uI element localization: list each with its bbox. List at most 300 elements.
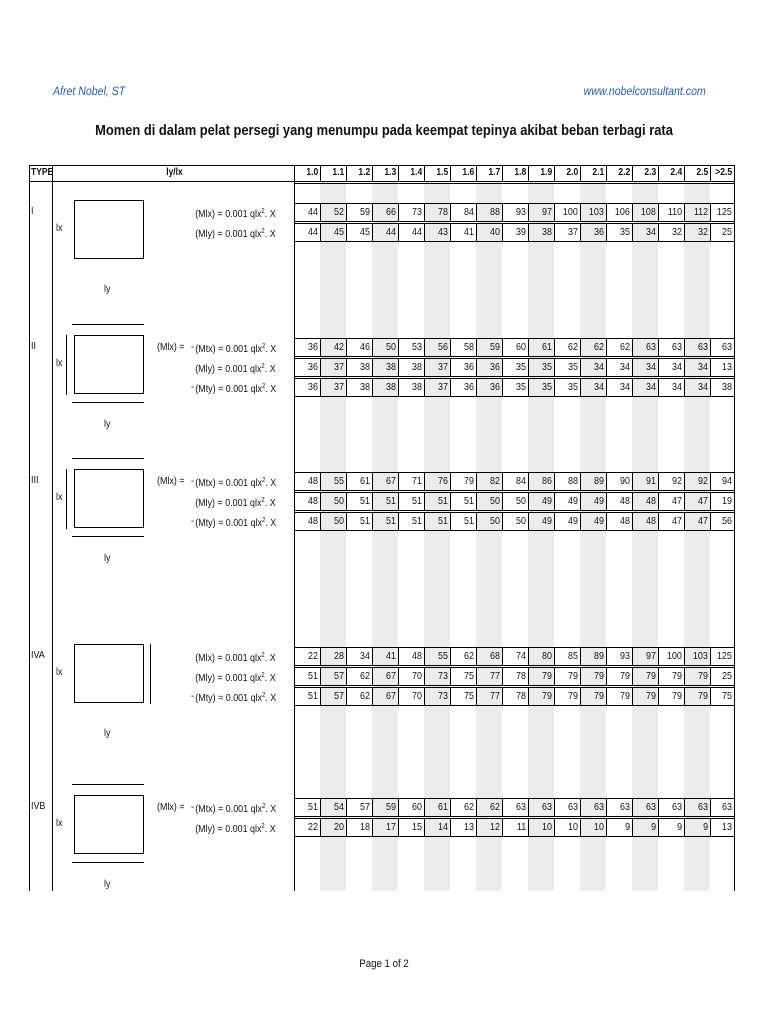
moment-coefficient <box>710 512 734 530</box>
moment-coefficient-text: 50 <box>490 515 501 527</box>
ratio-column-header <box>294 165 320 181</box>
moment-coefficient <box>632 223 658 241</box>
moment-coefficient-text: 48 <box>646 495 657 507</box>
moment-coefficient <box>476 358 502 376</box>
moment-coefficient-text: 63 <box>646 801 657 813</box>
moment-coefficient-text: 63 <box>672 801 683 813</box>
moment-coefficient-text: 35 <box>542 361 553 373</box>
moment-sign-text: - <box>191 801 194 813</box>
moment-coefficient <box>346 512 372 530</box>
moment-coefficient-text: 49 <box>568 495 579 507</box>
website-link[interactable]: www.nobelconsultant.com <box>583 84 706 98</box>
moment-coefficient <box>450 492 476 510</box>
moment-coefficient <box>450 338 476 356</box>
moment-coefficient-text: 48 <box>308 495 319 507</box>
moment-coefficient-text: 103 <box>693 650 709 662</box>
moment-coefficient <box>684 667 710 685</box>
moment-coefficient <box>372 378 398 396</box>
moment-formula-text <box>196 667 276 687</box>
moment-coefficient-text: 79 <box>594 670 605 682</box>
clamped-edge-bottom <box>72 536 144 537</box>
moment-coefficient <box>632 798 658 816</box>
moment-coefficient-text: 79 <box>646 670 657 682</box>
moment-sign-text: - <box>191 341 194 353</box>
moment-coefficient-text: 62 <box>490 801 501 813</box>
moment-coefficient-text: 36 <box>490 361 501 373</box>
moment-coefficient-text: 106 <box>615 206 631 218</box>
row-bottom-border <box>294 241 735 242</box>
moment-coefficient <box>658 667 684 685</box>
moment-coefficient-text: 14 <box>438 821 449 833</box>
moment-coefficient <box>606 512 632 530</box>
moment-coefficient <box>606 338 632 356</box>
moment-coefficient-text: 57 <box>334 670 345 682</box>
moment-coefficient-text: 84 <box>464 206 475 218</box>
moment-coefficient <box>450 798 476 816</box>
moment-coefficient <box>502 647 528 665</box>
formula-exponent: 2 <box>261 208 266 215</box>
moment-coefficient-text: 84 <box>516 475 527 487</box>
moment-coefficient <box>372 472 398 490</box>
moment-coefficient-text: 22 <box>308 821 319 833</box>
ratio-column-header <box>710 165 734 181</box>
moment-coefficient-text: 37 <box>438 361 449 373</box>
moment-coefficient-text: 10 <box>594 821 605 833</box>
moment-coefficient <box>476 338 502 356</box>
moment-coefficient-text: 50 <box>386 341 397 353</box>
moment-coefficient-text: 12 <box>490 821 501 833</box>
moment-formula <box>150 472 276 492</box>
moment-coefficient <box>424 492 450 510</box>
moment-coefficient <box>398 472 424 490</box>
moment-coefficient-text: 43 <box>438 226 449 238</box>
moment-coefficient <box>502 223 528 241</box>
moment-formula <box>150 203 276 223</box>
column-shade <box>424 181 450 891</box>
type-label-text: IVB <box>31 800 46 812</box>
moment-coefficient <box>710 472 734 490</box>
moment-coefficient <box>632 492 658 510</box>
moment-coefficient-text: 62 <box>620 341 631 353</box>
moment-coefficient-text: 66 <box>386 206 397 218</box>
moment-coefficient-text: 48 <box>308 515 319 527</box>
moment-coefficient-text: 9 <box>677 821 683 833</box>
moment-coefficient <box>710 378 734 396</box>
moment-coefficient <box>476 667 502 685</box>
moment-coefficient <box>372 338 398 356</box>
moment-formula <box>150 492 276 512</box>
moment-coefficient-text: 79 <box>698 690 709 702</box>
moment-coefficient-text: 63 <box>698 801 709 813</box>
moment-coefficient <box>346 818 372 836</box>
moment-coefficient-text: 44 <box>412 226 423 238</box>
moment-coefficient <box>684 687 710 705</box>
column-shade <box>632 181 658 891</box>
clamped-edge-top <box>72 324 144 325</box>
moment-coefficient <box>658 492 684 510</box>
moment-coefficient-text: 35 <box>568 361 579 373</box>
moment-coefficient <box>346 338 372 356</box>
moment-coefficient <box>450 358 476 376</box>
moment-coefficient <box>710 818 734 836</box>
moment-coefficient <box>580 378 606 396</box>
moment-coefficient-text: 48 <box>646 515 657 527</box>
moment-coefficient <box>554 512 580 530</box>
moment-coefficient <box>710 338 734 356</box>
moment-coefficient <box>528 798 554 816</box>
moment-coefficient-text: 93 <box>620 650 631 662</box>
moment-coefficient <box>606 492 632 510</box>
moment-coefficient-text: 9 <box>703 821 709 833</box>
moment-coefficient-text: 11 <box>517 821 527 833</box>
moment-coefficient <box>320 203 346 221</box>
ly-label <box>104 551 112 565</box>
moment-formula <box>150 687 276 707</box>
moment-coefficient-text: 63 <box>594 801 605 813</box>
formula-expression: (Mly) = 0.001 qlx <box>195 497 262 509</box>
moment-coefficient-text: 40 <box>490 226 501 238</box>
moment-coefficient-text: 61 <box>438 801 449 813</box>
formula-suffix: . X <box>265 823 276 835</box>
moment-coefficient-text: 62 <box>464 650 475 662</box>
moment-coefficient-text: 41 <box>464 226 475 238</box>
moment-coefficient <box>450 512 476 530</box>
moment-coefficient <box>632 818 658 836</box>
moment-coefficient-text: 34 <box>698 361 709 373</box>
moment-formula-text <box>195 687 276 707</box>
moment-coefficient-text: 32 <box>698 226 709 238</box>
plate-diagram <box>74 795 144 854</box>
moment-coefficient <box>684 378 710 396</box>
formula-suffix: . X <box>265 652 276 664</box>
ratio-column-header <box>528 165 554 181</box>
moment-coefficient <box>450 818 476 836</box>
column-shade <box>372 181 398 891</box>
clamped-edge-bottom <box>72 862 144 863</box>
row-bottom-border <box>294 376 735 377</box>
moment-coefficient-text: 10 <box>568 821 579 833</box>
moment-coefficient <box>580 798 606 816</box>
moment-coefficient <box>346 647 372 665</box>
moment-coefficient <box>658 338 684 356</box>
plate-diagram <box>74 335 144 394</box>
moment-coefficient <box>450 378 476 396</box>
moment-coefficient <box>320 647 346 665</box>
row-bottom-border <box>294 221 735 222</box>
moment-coefficient-text: 38 <box>722 381 733 393</box>
moment-coefficient <box>476 378 502 396</box>
moment-coefficient-text: 19 <box>722 495 733 507</box>
moment-coefficient-text: 79 <box>568 670 579 682</box>
moment-coefficient-text: 36 <box>308 361 319 373</box>
moment-coefficient <box>398 492 424 510</box>
moment-coefficient <box>554 798 580 816</box>
moment-coefficient-text: 50 <box>516 495 527 507</box>
formula-suffix: . X <box>265 343 276 355</box>
moment-coefficient <box>320 798 346 816</box>
moment-coefficient <box>372 358 398 376</box>
moment-coefficient-text: 50 <box>516 515 527 527</box>
ly-label-text: ly <box>104 418 111 430</box>
moment-coefficient-text: 58 <box>464 341 475 353</box>
moment-coefficient <box>502 687 528 705</box>
moment-coefficient-text: 79 <box>646 690 657 702</box>
moment-coefficient <box>554 687 580 705</box>
moment-coefficient <box>710 687 734 705</box>
moment-coefficient <box>398 687 424 705</box>
moment-coefficient-text: 103 <box>589 206 605 218</box>
moment-coefficient-text: 38 <box>360 361 371 373</box>
type-label <box>31 648 47 662</box>
formula-suffix: . X <box>265 363 276 375</box>
moment-coefficient-text: 49 <box>542 495 553 507</box>
moment-coefficient <box>580 647 606 665</box>
moment-coefficient <box>372 223 398 241</box>
type-label <box>31 799 48 813</box>
moment-coefficient <box>476 492 502 510</box>
moment-coefficient <box>554 358 580 376</box>
moment-coefficient-text: 71 <box>412 475 423 487</box>
moment-coefficient <box>476 687 502 705</box>
moment-formula-text <box>195 338 276 358</box>
moment-coefficient-text: 51 <box>438 515 449 527</box>
moment-coefficient <box>476 818 502 836</box>
moment-coefficient-text: 57 <box>334 690 345 702</box>
moment-formula <box>150 647 276 667</box>
moment-coefficient-text: 55 <box>438 650 449 662</box>
moment-coefficient-text: 47 <box>698 515 709 527</box>
moment-coefficient-text: 54 <box>334 801 345 813</box>
moment-coefficient-text: 60 <box>516 341 527 353</box>
moment-coefficient-text: 50 <box>490 495 501 507</box>
moment-coefficient-text: 47 <box>698 495 709 507</box>
moment-coefficient-text: 75 <box>464 670 475 682</box>
moment-coefficient <box>528 647 554 665</box>
moment-coefficient-text: 67 <box>386 475 397 487</box>
moment-coefficient-text: 46 <box>360 341 371 353</box>
moment-coefficient-text: 90 <box>620 475 631 487</box>
moment-coefficient-text: 44 <box>308 206 319 218</box>
moment-coefficient <box>658 798 684 816</box>
formula-expression: (Mly) = 0.001 qlx <box>195 672 262 684</box>
moment-coefficient <box>372 798 398 816</box>
moment-coefficient-text: 63 <box>672 341 683 353</box>
formula-expression: (Mtx) = 0.001 qlx <box>195 803 262 815</box>
formula-expression: (Mtx) = 0.001 qlx <box>195 343 262 355</box>
moment-coefficient <box>528 358 554 376</box>
moment-formula <box>150 667 276 687</box>
moment-coefficient-text: 92 <box>698 475 709 487</box>
row-bottom-border <box>294 356 735 357</box>
moment-coefficient <box>294 647 320 665</box>
formula-exponent: 2 <box>261 652 266 659</box>
moment-coefficient <box>632 667 658 685</box>
moment-coefficient <box>372 492 398 510</box>
moment-coefficient <box>632 203 658 221</box>
moment-coefficient <box>398 378 424 396</box>
moment-coefficient <box>632 378 658 396</box>
ly-label-text: ly <box>104 727 111 739</box>
moment-coefficient <box>320 472 346 490</box>
ly-label <box>104 726 112 740</box>
moment-coefficient-text: 125 <box>717 206 733 218</box>
moment-coefficient <box>346 223 372 241</box>
lx-label-text: lx <box>56 666 63 678</box>
moment-coefficient <box>294 472 320 490</box>
moment-coefficient <box>684 203 710 221</box>
moment-sign-text: - <box>191 475 194 487</box>
moment-formula-text <box>196 358 276 378</box>
moment-coefficient <box>450 647 476 665</box>
formula-suffix: . X <box>265 497 276 509</box>
moment-formula <box>150 338 276 358</box>
moment-coefficient-text: 77 <box>490 690 501 702</box>
moment-coefficient <box>684 338 710 356</box>
ratio-column-header <box>606 165 632 181</box>
column-shade <box>684 181 710 891</box>
moment-coefficient-text: 37 <box>334 381 345 393</box>
lx-label-text: lx <box>56 222 63 234</box>
moment-coefficient <box>580 472 606 490</box>
ratio-column-header-text: 2.5 <box>696 167 709 178</box>
moment-coefficient-text: 62 <box>464 801 475 813</box>
moment-coefficient <box>398 338 424 356</box>
formula-exponent: 2 <box>261 343 266 350</box>
moment-coefficient-text: 37 <box>438 381 449 393</box>
moment-coefficient-text: 10 <box>542 821 553 833</box>
formula-expression: (Mly) = 0.001 qlx <box>195 823 262 835</box>
moment-coefficient-text: 49 <box>542 515 553 527</box>
moment-coefficient <box>372 203 398 221</box>
moment-coefficient <box>346 687 372 705</box>
moment-coefficient-text: 86 <box>542 475 553 487</box>
moment-coefficient <box>424 687 450 705</box>
moment-coefficient <box>710 358 734 376</box>
lx-label <box>56 490 64 504</box>
moment-coefficient <box>658 223 684 241</box>
ratio-column-header <box>580 165 606 181</box>
moment-coefficient-text: 35 <box>568 381 579 393</box>
moment-coefficient <box>424 647 450 665</box>
moment-coefficient <box>658 358 684 376</box>
moment-coefficient-text: 63 <box>722 341 733 353</box>
moment-coefficient <box>684 818 710 836</box>
moment-coefficient <box>606 798 632 816</box>
moment-coefficient-text: 36 <box>308 341 319 353</box>
moment-coefficient-text: 61 <box>360 475 371 487</box>
moment-coefficient-text: 50 <box>334 495 345 507</box>
ratio-column-header <box>372 165 398 181</box>
moment-coefficient-text: 47 <box>672 515 683 527</box>
moment-coefficient <box>580 338 606 356</box>
moment-coefficient-text: 88 <box>490 206 501 218</box>
moment-coefficient-text: 34 <box>646 226 657 238</box>
moment-coefficient-text: 45 <box>360 226 371 238</box>
ratio-column-header <box>398 165 424 181</box>
moment-coefficient-text: 34 <box>672 361 683 373</box>
moment-coefficient-text: 48 <box>620 515 631 527</box>
moment-coefficient <box>528 203 554 221</box>
moment-coefficient <box>502 667 528 685</box>
moment-coefficient <box>372 667 398 685</box>
moment-coefficient <box>528 512 554 530</box>
moment-coefficient-text: 79 <box>620 670 631 682</box>
moment-coefficient-text: 49 <box>568 515 579 527</box>
moment-coefficient-text: 34 <box>672 381 683 393</box>
moment-formula-text <box>195 798 276 818</box>
moment-coefficient-text: 34 <box>646 381 657 393</box>
moment-coefficient <box>710 203 734 221</box>
moment-coefficient <box>294 223 320 241</box>
moment-coefficient-text: 34 <box>646 361 657 373</box>
moment-formula <box>150 818 276 838</box>
moment-coefficient <box>320 378 346 396</box>
moment-coefficient-text: 63 <box>698 341 709 353</box>
ratio-column-header-text: 1.2 <box>358 167 371 178</box>
formula-exponent: 2 <box>261 228 266 235</box>
moment-coefficient-text: 89 <box>594 475 605 487</box>
page-number: Page 1 of 2 <box>359 958 409 970</box>
moment-coefficient <box>684 512 710 530</box>
moment-sign-text: - <box>191 515 194 527</box>
ratio-column-header-text: 1.3 <box>384 167 397 178</box>
moment-coefficient <box>346 798 372 816</box>
moment-coefficient <box>372 647 398 665</box>
ratio-header <box>140 165 184 181</box>
moment-coefficient-text: 63 <box>516 801 527 813</box>
moment-coefficient <box>658 512 684 530</box>
moment-formula <box>150 512 276 532</box>
moment-coefficient <box>528 667 554 685</box>
row-bottom-border <box>294 665 735 666</box>
moment-coefficient-text: 97 <box>542 206 553 218</box>
clamped-edge-bottom <box>72 402 144 403</box>
author-name: Afret Nobel, ST <box>53 84 126 98</box>
moment-coefficient-text: 28 <box>334 650 345 662</box>
formula-suffix: . X <box>265 383 276 395</box>
moment-coefficient-text: 47 <box>672 495 683 507</box>
moment-coefficient-text: 62 <box>360 690 371 702</box>
moment-coefficient <box>372 687 398 705</box>
moment-coefficient <box>320 492 346 510</box>
moment-coefficient-text: 44 <box>386 226 397 238</box>
moment-coefficient-text: 79 <box>594 690 605 702</box>
moment-coefficient-text: 108 <box>641 206 657 218</box>
moment-coefficient <box>398 203 424 221</box>
table-left-border <box>29 165 30 891</box>
moment-coefficient-text: 55 <box>334 475 345 487</box>
moment-coefficient <box>554 223 580 241</box>
moment-coefficient <box>684 358 710 376</box>
row-bottom-border <box>294 396 735 397</box>
moment-coefficient-text: 51 <box>308 690 319 702</box>
moment-coefficient-text: 48 <box>308 475 319 487</box>
type-label <box>31 339 37 353</box>
moment-coefficient <box>528 472 554 490</box>
moment-coefficient-text: 18 <box>360 821 371 833</box>
ratio-column-header-text: 1.7 <box>488 167 501 178</box>
moment-coefficient-text: 50 <box>334 515 345 527</box>
moment-coefficient-text: 36 <box>594 226 605 238</box>
moment-coefficient-text: 73 <box>438 670 449 682</box>
plate-diagram <box>74 469 144 528</box>
moment-coefficient <box>632 647 658 665</box>
moment-coefficient-text: 37 <box>334 361 345 373</box>
moment-coefficient <box>528 818 554 836</box>
moment-coefficient-text: 78 <box>516 670 527 682</box>
moment-coefficient-text: 38 <box>386 361 397 373</box>
moment-coefficient <box>502 492 528 510</box>
